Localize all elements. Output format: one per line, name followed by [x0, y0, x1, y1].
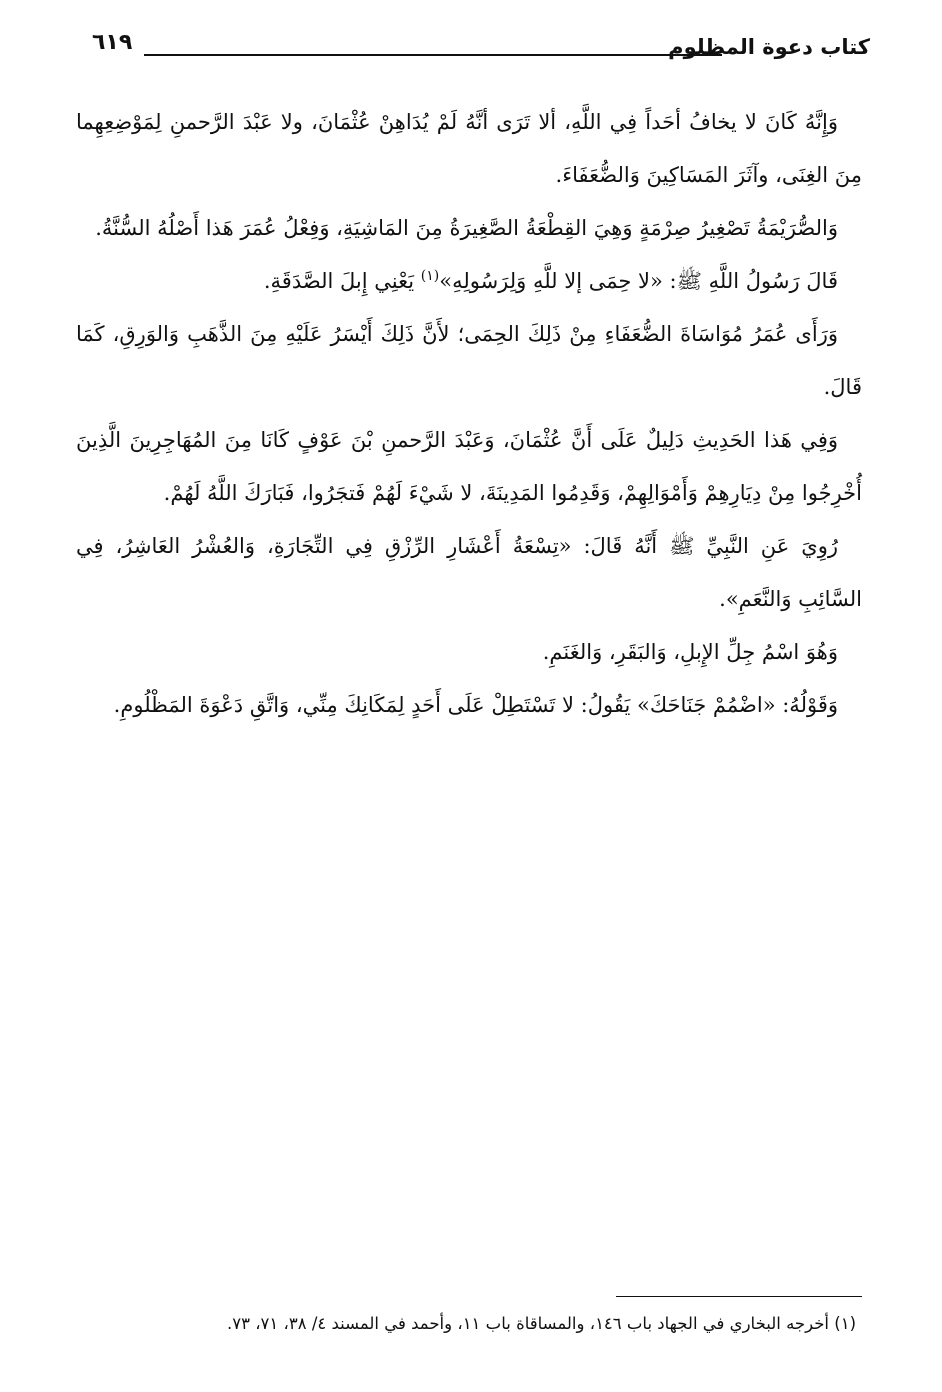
paragraph: وَفِي هَذا الحَدِيثِ دَلِيلٌ عَلَى أَنَّ عُثْمَانَ، وَعَبْدَ الرَّحمنِ بْنَ عَوْفٍ كَانَا مِنَ المُهَاجِرِينَ الَّذِينَ أُخْرِجُوا مِنْ دِيَارِهِمْ وَأَمْوَالِهِمْ، وَقَدِمُوا المَدِينَةَ، لا شَيْءَ لَهُمْ فَتجَرُوا، فَبَارَكَ اللَّهُ لَهُمْ. [76, 428, 862, 505]
page-number: ٦١٩ [92, 30, 133, 55]
paragraph [76, 255, 862, 308]
body-text [76, 96, 862, 732]
paragraph: وَهُوَ اسْمُ جِلِّ الإِبلِ، وَالبَقَرِ، وَالغَنَمِ. [542, 640, 838, 664]
paragraph: وَإِنَّهُ كَانَ لا يخافُ أحَداً فِي اللَّهِ، ألا تَرَى أنَّهُ لَمْ يُدَاهِنْ عُثْمَانَ، ولا عَبْدَ الرَّحمنِ لِمَوْضِعِهِما مِنَ الغِنَى، وآثَرَ المَسَاكِينَ وَالضُّعَفَاءَ. [76, 110, 862, 187]
running-header [80, 26, 870, 72]
header-title: كتاب دعوة المظلوم [668, 35, 870, 59]
footnote-reference[interactable]: (١) [420, 268, 440, 284]
header-rule [144, 54, 722, 56]
footnote-rule [616, 1296, 862, 1297]
paragraph: وَرَأَى عُمَرُ مُوَاسَاةَ الضُّعَفَاءِ مِنْ ذَلِكَ الحِمَى؛ لأَنَّ ذَلِكَ أَيْسَرُ عَلَيْهِ مِنَ الذَّهَبِ وَالوَرِقِ، كَمَا قَالَ. [76, 322, 862, 399]
footnote: (١) أخرجه البخاري في الجهاد باب ١٤٦، والمساقاة باب ١١، وأحمد في المسند ٤/ ٣٨، ٧١، ٧٣. [226, 1314, 856, 1333]
paragraph: وَالصُّرَيْمَةُ تَصْغِيرُ صِرْمَةٍ وَهِيَ القِطْعَةُ الصَّغِيرَةُ مِنَ المَاشِيَةِ، وَفِعْلُ عُمَرَ هَذا أَصْلُهُ السُّنَّةُ. [95, 216, 838, 240]
paragraph-text: يَعْنِي إِبلَ الصَّدَقَةِ. [263, 269, 421, 293]
paragraph: وَقَوْلُهُ: «اضْمُمْ جَنَاحَكَ» يَقُولُ: لا تَسْتَطِلْ عَلَى أَحَدٍ لِمَكَانِكَ مِنِّي، وَاتَّقِ دَعْوَةَ المَظْلُومِ. [113, 693, 838, 717]
paragraph: رُوِيَ عَنِ النَّبِيِّ ﷺ أَنَّهُ قَالَ: «تِسْعَةُ أَعْشَارِ الرِّزْقِ فِي التِّجَارَةِ، وَالعُشْرُ العَاشِرُ، فِي السَّائِبِ وَالنَّعَمِ». [76, 534, 862, 611]
paragraph-text: قَالَ رَسُولُ اللَّهِ ﷺ: «لا حِمَى إلا للَّهِ وَلِرَسُولِهِ» [439, 269, 838, 293]
